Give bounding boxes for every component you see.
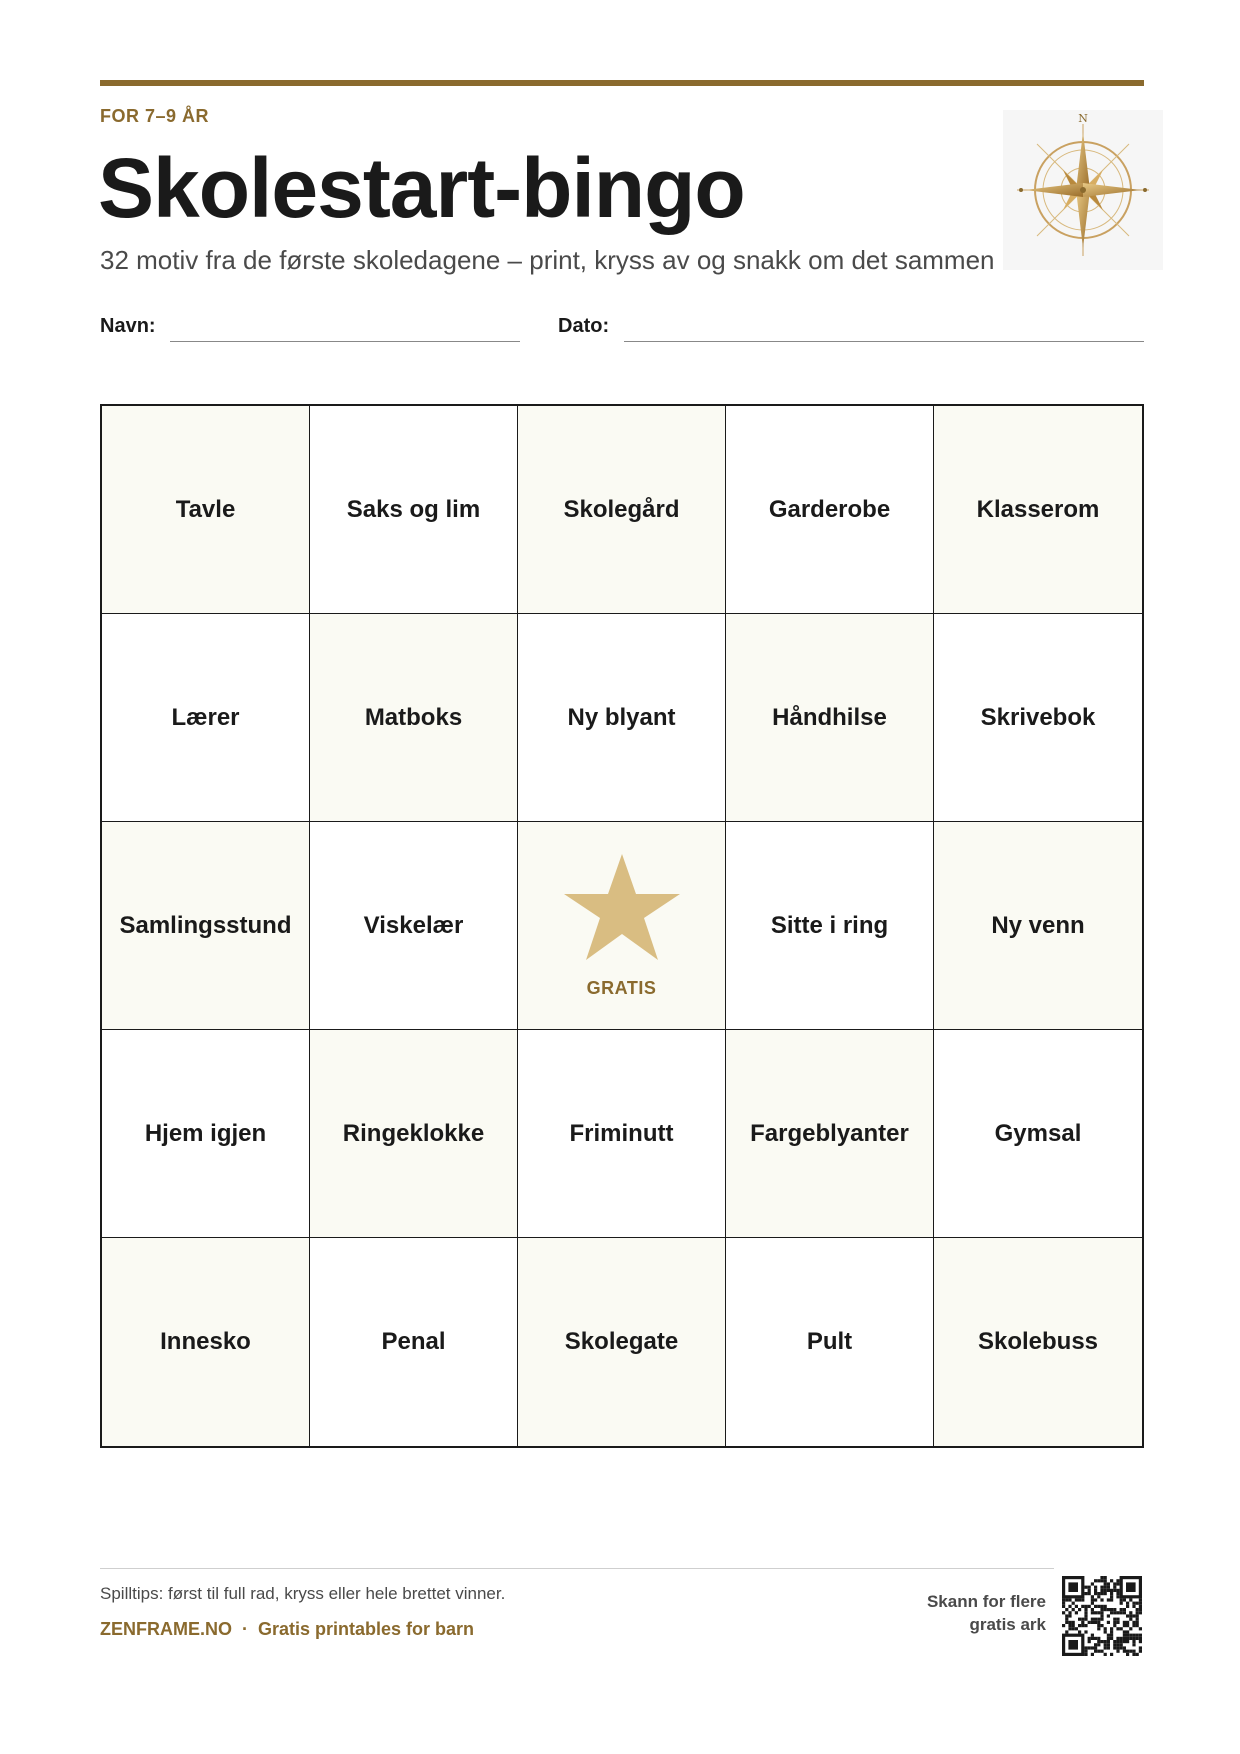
compass-north-letter: N (1078, 112, 1088, 125)
bingo-cell[interactable] (934, 1030, 1142, 1238)
bingo-grid (100, 404, 1144, 1448)
bingo-cell[interactable] (310, 822, 518, 1030)
bingo-cell[interactable] (726, 1030, 934, 1238)
footer-rule (100, 1568, 1054, 1569)
bingo-cell-label: Sitte i ring (770, 911, 889, 939)
bingo-cell[interactable] (518, 1238, 726, 1446)
bingo-cell[interactable] (726, 614, 934, 822)
bingo-cell-label: Pult (806, 1328, 853, 1355)
bingo-cell-label: Ringeklokke (342, 1119, 485, 1147)
name-line (170, 341, 520, 342)
bingo-cell-label: Ny blyant (567, 703, 676, 731)
bingo-cell[interactable] (102, 614, 310, 822)
bingo-cell-label: Saks og lim (346, 495, 481, 523)
age-label: FOR 7–9 ÅR (100, 106, 210, 126)
bingo-cell-label: Skolebuss (977, 1328, 1099, 1355)
bingo-cell-label: Ny venn (991, 911, 1085, 939)
brand-separator: · (242, 1619, 248, 1639)
bingo-cell-label: Skrivebok (980, 703, 1096, 731)
bingo-cell-label: Klasserom (976, 495, 1100, 523)
compass-rose-icon (1003, 110, 1163, 270)
bingo-cell-label: Skolegård (563, 495, 680, 523)
bingo-cell[interactable] (934, 406, 1142, 614)
bingo-cell[interactable] (310, 1030, 518, 1238)
brand-line (100, 1619, 474, 1640)
bingo-cell-label: Lærer (171, 703, 240, 731)
bingo-cell-label: Tavle (175, 495, 236, 523)
bingo-cell[interactable] (726, 822, 934, 1030)
brand-name: ZENFRAME.NO (100, 1619, 232, 1639)
bingo-cell[interactable] (934, 822, 1142, 1030)
bingo-cell-label: Håndhilse (772, 703, 887, 731)
bingo-cell-label: Penal (381, 1328, 446, 1355)
bingo-cell[interactable] (934, 614, 1142, 822)
bingo-cell-label: Hjem igjen (144, 1119, 267, 1147)
bingo-cell[interactable] (310, 406, 518, 614)
bingo-cell[interactable] (726, 406, 934, 614)
bingo-cell-label: Skolegate (564, 1328, 679, 1355)
scan-text (886, 1591, 1046, 1637)
name-label: Navn: (100, 315, 156, 337)
bingo-cell[interactable] (518, 406, 726, 614)
bingo-cell[interactable] (518, 1030, 726, 1238)
bingo-cell[interactable] (102, 822, 310, 1030)
bingo-cell[interactable] (102, 406, 310, 614)
play-tip: Spilltips: først til full rad, kryss eller hele brettet vinner. (100, 1584, 506, 1603)
bingo-cell[interactable] (102, 1238, 310, 1446)
star-icon (562, 852, 682, 964)
bingo-cell[interactable] (726, 1238, 934, 1446)
scan-line-1: Skann for flere (926, 1592, 1046, 1611)
bingo-cell-label: Matboks (364, 703, 463, 731)
bingo-cell-label: Samlingsstund (119, 911, 292, 939)
bingo-cell-label: Garderobe (768, 495, 891, 523)
top-accent-rule (100, 80, 1144, 86)
bingo-cell-label: Gymsal (994, 1119, 1082, 1147)
bingo-cell[interactable] (934, 1238, 1142, 1446)
bingo-cell-free[interactable] (518, 822, 726, 1030)
bingo-cell[interactable] (310, 614, 518, 822)
bingo-cell-label: Fargeblyanter (750, 1119, 909, 1147)
date-line (624, 341, 1144, 342)
bingo-cell-label: Innesko (160, 1328, 251, 1355)
scan-line-2: gratis ark (969, 1614, 1046, 1634)
bingo-cell[interactable] (518, 614, 726, 822)
bingo-cell[interactable] (310, 1238, 518, 1446)
free-label: GRATIS (586, 978, 657, 998)
bingo-cell-label: Friminutt (569, 1119, 674, 1147)
page-subtitle: 32 motiv fra de første skoledagene – print, kryss av og snakk om det sammen (100, 245, 995, 275)
bingo-cell-label: Viskelær (363, 911, 464, 939)
brand-tagline: Gratis printables for barn (258, 1619, 475, 1639)
qr-code-icon[interactable] (1062, 1576, 1142, 1656)
page-title: Skolestart-bingo (98, 141, 745, 235)
date-label: Dato: (558, 315, 610, 337)
bingo-cell[interactable] (102, 1030, 310, 1238)
